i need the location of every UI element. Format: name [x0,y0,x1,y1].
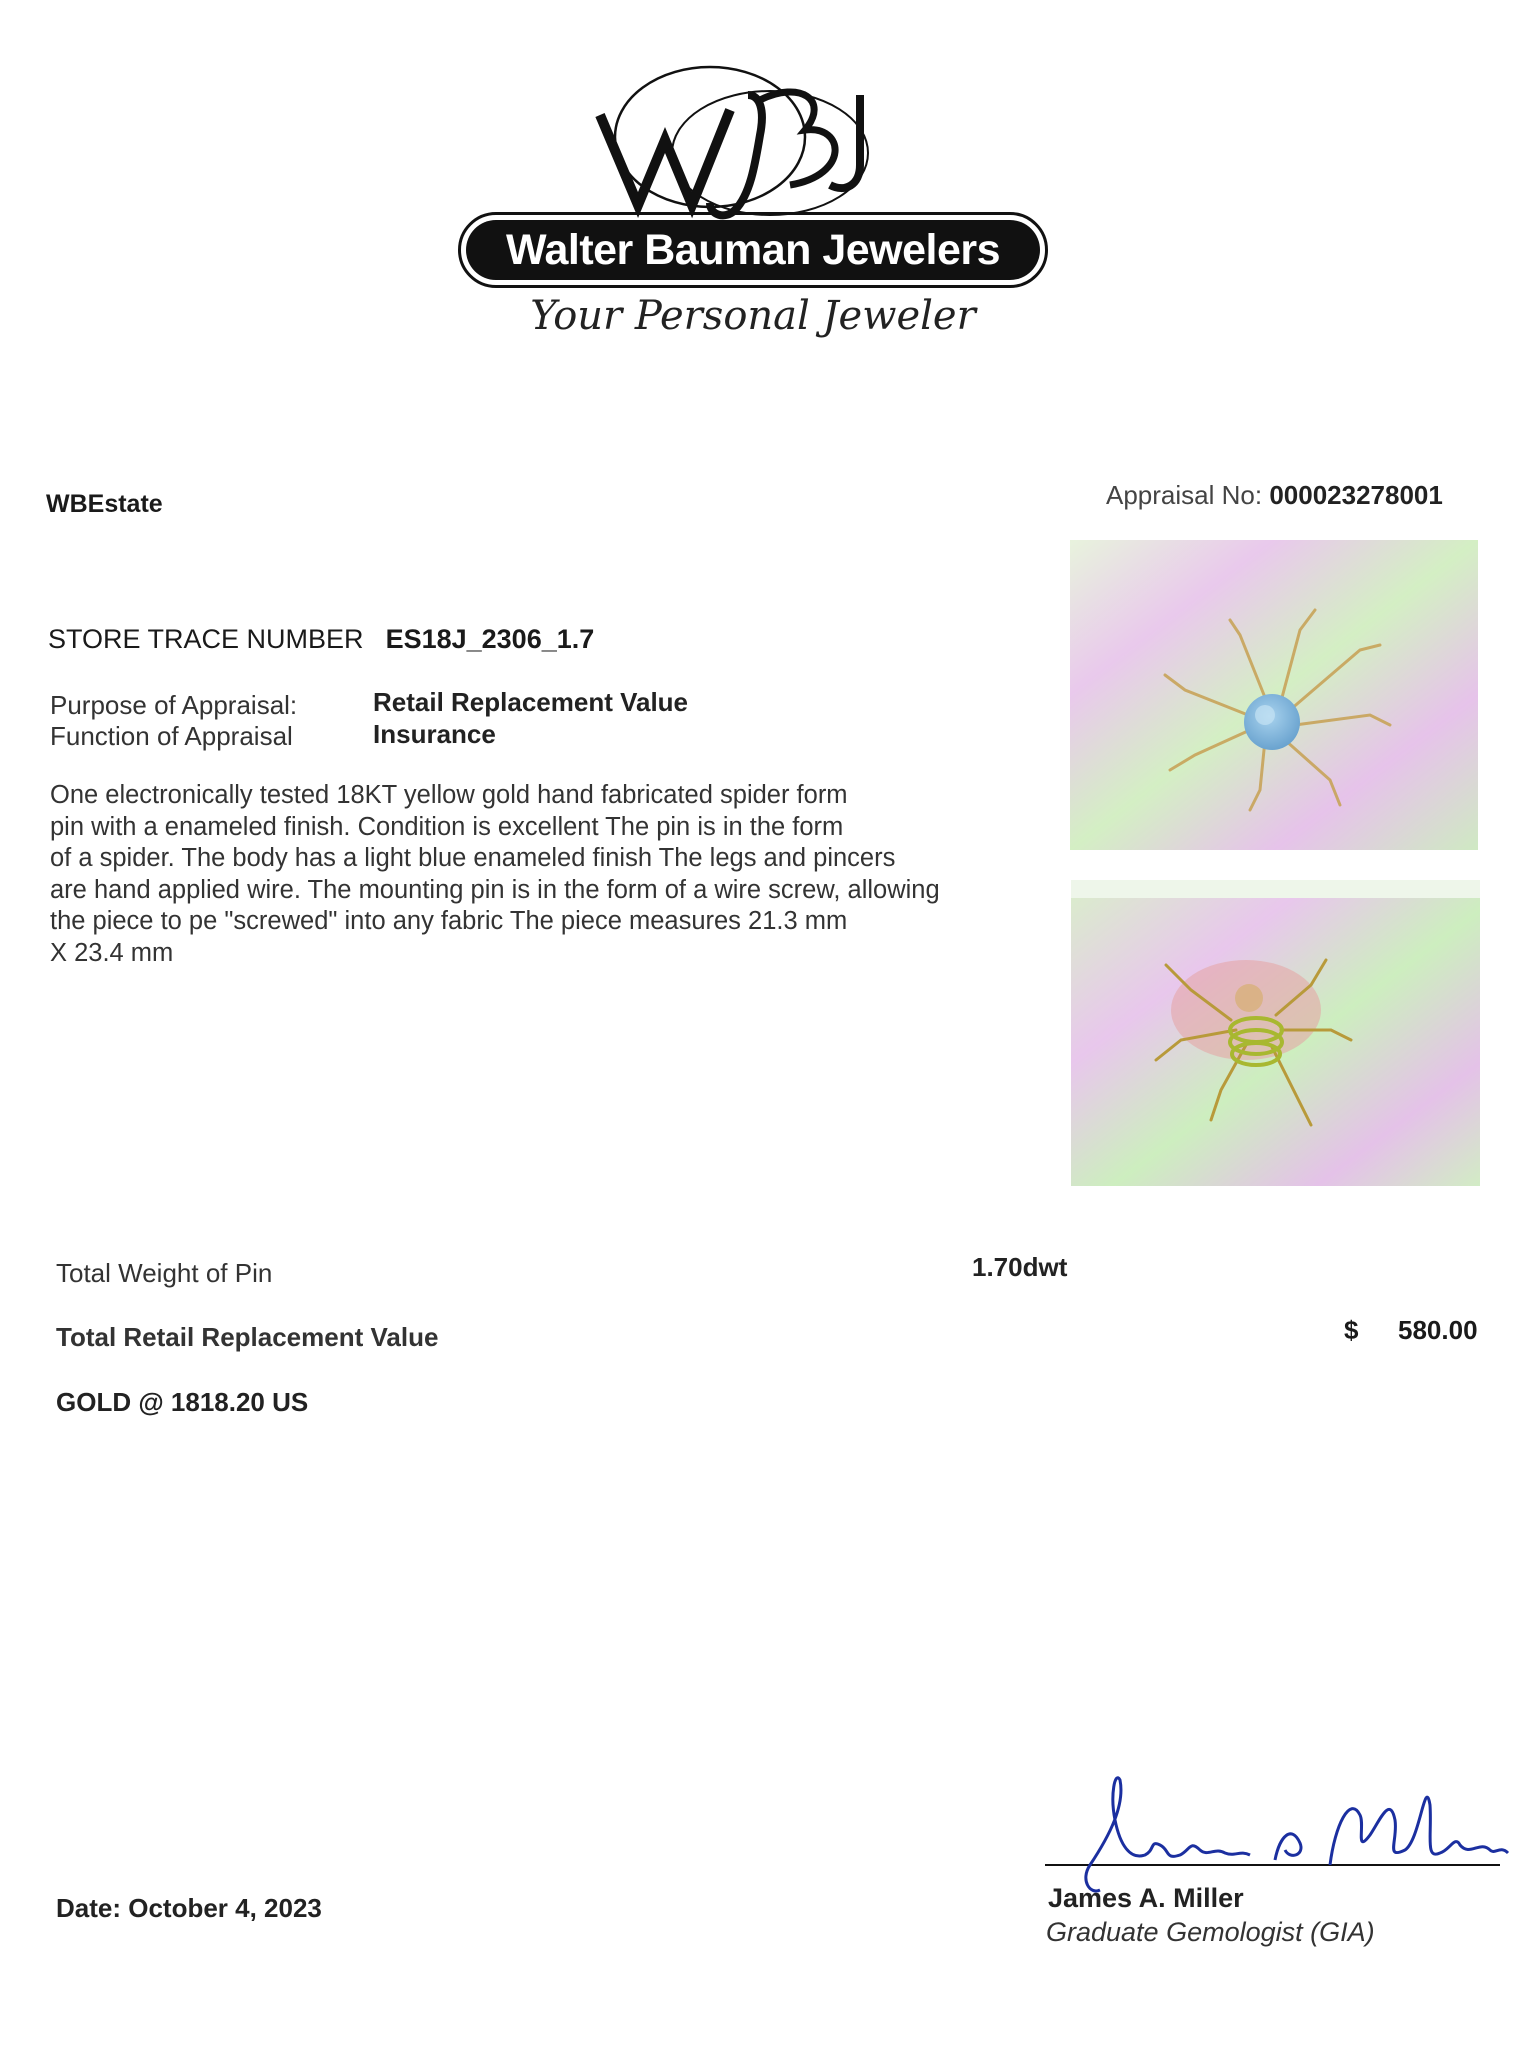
total-weight-label: Total Weight of Pin [56,1258,273,1288]
appraisal-date: Date: October 4, 2023 [56,1893,322,1923]
item-description [50,780,1020,969]
company-name: Walter Bauman Jewelers [466,220,1040,280]
gold-price: GOLD @ 1818.20 US [56,1387,309,1417]
description-line: the piece to pe "screwed" into any fabric The piece measures 21.3 mm [50,907,848,935]
store-trace-label: STORE TRACE NUMBER [48,624,364,654]
total-value-amount: 580.00 [1398,1315,1478,1345]
description-line: of a spider. The body has a light blue enameled finish The legs and pincers [50,844,896,872]
description-line: pin with a enameled finish. Condition is excellent The pin is in the form [50,812,844,841]
store-name: WBEstate [46,490,163,518]
description-line: One electronically tested 18KT yellow gold hand fabricated spider form [50,781,848,809]
wbj-monogram-logo [560,55,920,230]
signer-title: Graduate Gemologist (GIA) [1046,1917,1375,1947]
store-trace [48,624,594,655]
appraisal-number-value: 000023278001 [1269,480,1443,510]
description-line: X 23.4 mm [50,938,174,967]
signer-name: James A. Miller [1048,1883,1244,1913]
store-trace-number: ES18J_2306_1.7 [385,624,595,654]
description-line: are hand applied wire. The mounting pin is in the form of a wire screw, allowing [50,875,940,904]
spider-pin-photo-top [1070,540,1478,850]
function-label: Function of Appraisal [50,721,293,751]
company-name-banner [458,212,1048,288]
total-weight-value: 1.70dwt [972,1252,1068,1282]
appraisal-number-label: Appraisal No: [1106,480,1263,510]
total-value-label: Total Retail Replacement Value [56,1322,439,1352]
function-value: Insurance [373,719,496,749]
purpose-value: Retail Replacement Value [373,687,689,717]
company-tagline: Your Personal Jeweler [530,293,976,339]
purpose-label: Purpose of Appraisal: [50,690,298,720]
spider-pin-photo-back [1071,880,1480,1186]
appraisal-number [1106,480,1443,511]
currency-symbol: $ [1344,1315,1359,1345]
